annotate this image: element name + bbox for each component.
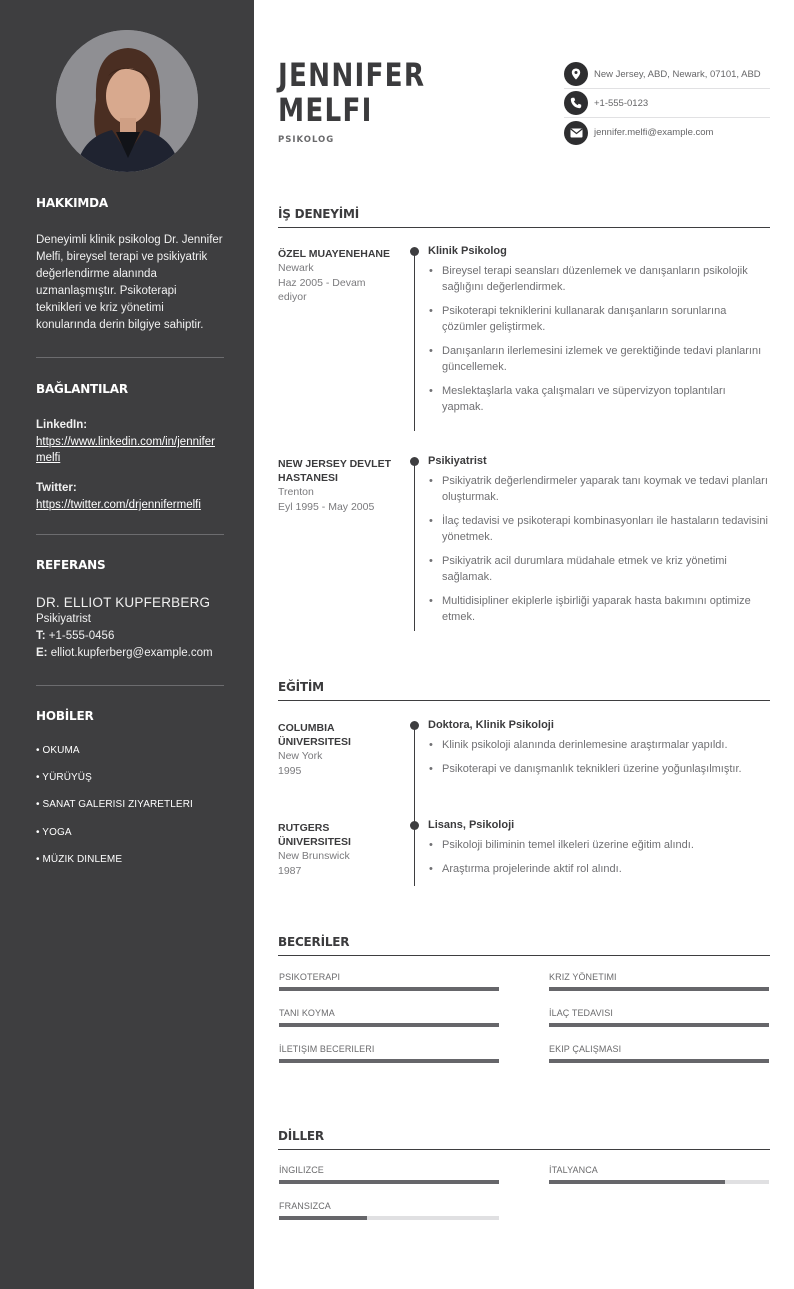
entry-bullet: • İlaç tedavisi ve psikoterapi kombinasyonları ile hastaların tedavisini yönetmek. [428, 513, 770, 545]
hobby-item: • YÜRÜYÜŞ [36, 772, 92, 783]
reference-phone-label: T: [36, 630, 46, 642]
links-heading: BAĞLANTILAR [36, 381, 128, 397]
skill-bar-track [549, 987, 769, 991]
about-text: Deneyimli klinik psikolog Dr. Jennifer Melfi, bireysel terapi ve psikiyatrik değerlendirme alanında uzmanlaşmıştır. Psikoterapi teknikleri ve kriz yönetimi konularında derin bilgiye sahiptir. [36, 234, 223, 331]
entry-dates: Eyl 1995 - May 2005 [278, 500, 375, 513]
language-label: FRANSIZCA [279, 1201, 331, 1211]
language-bar-fill [549, 1180, 725, 1184]
profile-photo-illustration [56, 30, 198, 172]
language-label: İNGILIZCE [279, 1165, 324, 1175]
skill-item [549, 1044, 769, 1063]
timeline-line [414, 251, 415, 431]
entry-details [428, 243, 770, 423]
twitter-label: Twitter: [36, 482, 77, 494]
education-heading: EĞİTİM [278, 680, 770, 701]
reference-role: Psikiyatrist [36, 613, 91, 625]
entry-bullet: • Psikiyatrik acil durumlara müdahale etmek ve kriz yönetimi sağlamak. [428, 553, 770, 585]
reference-phone: +1-555-0456 [48, 630, 115, 642]
entry-bullet: • Danışanların ilerlemesini izlemek ve gerektiğinde tedavi planlarını güncellemek. [428, 343, 770, 375]
entry-bullet: • Psikoloji biliminin temel ilkeleri üzerine eğitim alındı. [428, 837, 770, 853]
skill-bar-track [549, 1059, 769, 1063]
entry-meta [278, 247, 396, 305]
language-bar-track [549, 1180, 769, 1184]
skill-label: TANI KOYMA [279, 1008, 335, 1018]
skill-item [279, 1008, 499, 1027]
entry-location: Trenton [278, 486, 314, 498]
entry-bullet: • Psikoterapi ve danışmanlık teknikleri üzerine yoğunlaşılmıştır. [428, 761, 770, 777]
skill-bar-fill [549, 1059, 769, 1063]
last-name: MELFI [278, 91, 373, 129]
entry-details [428, 817, 770, 885]
reference-email-row [36, 645, 224, 662]
skill-label: KRIZ YÖNETIMI [549, 972, 617, 982]
contact-email [564, 118, 770, 147]
skill-label: PSIKOTERAPI [279, 972, 341, 982]
about-heading: HAKKIMDA [36, 195, 108, 211]
entry-bullet: • Psikiyatrik değerlendirmeler yaparak tanı koymak ve tedavi planları oluşturmak. [428, 473, 770, 505]
entry-role: Klinik Psikolog [428, 245, 507, 257]
divider [36, 534, 224, 535]
timeline-dot [410, 821, 419, 830]
skill-item [279, 972, 499, 991]
language-bar-track [279, 1216, 499, 1220]
linkedin-block [36, 417, 224, 466]
timeline-line [414, 725, 415, 825]
contact-address [564, 60, 770, 89]
sidebar [0, 0, 254, 1289]
entry-meta [278, 457, 396, 514]
entry-org: COLUMBIA ÜNIVERSITESI [278, 722, 351, 748]
hobby-item: • YOGA [36, 827, 72, 838]
skill-bar-fill [549, 1023, 769, 1027]
entry-org: RUTGERS ÜNIVERSITESI [278, 822, 351, 848]
reference-email-label: E: [36, 647, 48, 659]
twitter-link[interactable]: https://twitter.com/drjennifermelfi [36, 499, 201, 511]
skill-item [549, 972, 769, 991]
reference-phone-row [36, 628, 224, 645]
linkedin-link[interactable]: https://www.linkedin.com/in/jennifermelfi [36, 436, 215, 464]
entry-dates: Haz 2005 - Devam ediyor [278, 276, 366, 303]
contact-phone [564, 89, 770, 118]
entry-details [428, 453, 770, 633]
mail-icon [564, 121, 588, 145]
skill-label: EKIP ÇALIŞMASI [549, 1044, 622, 1054]
skill-label: İLAÇ TEDAVISI [549, 1008, 613, 1018]
phone-icon [564, 91, 588, 115]
languages-heading: DİLLER [278, 1129, 770, 1150]
timeline-line [414, 825, 415, 886]
hobby-item: • OKUMA [36, 745, 80, 756]
divider [36, 685, 224, 686]
skill-item [279, 1044, 499, 1063]
entry-location: New York [278, 750, 323, 762]
language-item [279, 1165, 499, 1184]
skill-bar-fill [279, 1023, 499, 1027]
entry-location: New Brunswick [278, 850, 350, 862]
first-name: JENNIFER [278, 56, 426, 94]
reference-email: elliot.kupferberg@example.com [50, 647, 213, 659]
reference-block [36, 594, 224, 662]
skill-bar-track [279, 987, 499, 991]
skill-bar-fill [549, 987, 769, 991]
twitter-block [36, 480, 224, 513]
entry-bullet: • Psikoterapi tekniklerini kullanarak danışanların sorunlarına çözümler geliştirmek. [428, 303, 770, 335]
skill-bar-track [279, 1023, 499, 1027]
timeline-line [414, 461, 415, 631]
language-item [279, 1201, 499, 1220]
skill-bar-fill [279, 1059, 499, 1063]
timeline-dot [410, 457, 419, 466]
entry-meta [278, 821, 396, 878]
experience-heading: İŞ DENEYİMİ [278, 207, 770, 228]
language-bar-fill [279, 1216, 367, 1220]
entry-bullet: • Klinik psikoloji alanında derinlemesine araştırmalar yapıldı. [428, 737, 770, 753]
entry-org: NEW JERSEY DEVLET HASTANESI [278, 458, 391, 484]
reference-heading: REFERANS [36, 557, 106, 573]
skill-item [549, 1008, 769, 1027]
skill-bar-fill [279, 987, 499, 991]
language-label: İTALYANCA [549, 1165, 598, 1175]
job-title: PSIKOLOG [278, 135, 335, 145]
language-bar-track [279, 1180, 499, 1184]
contact-address-text: New Jersey, ABD, Newark, 07101, ABD [594, 68, 761, 80]
hobbies-heading: HOBİLER [36, 708, 94, 724]
entry-details [428, 717, 770, 785]
hobby-item: • SANAT GALERISI ZIYARETLERI [36, 799, 193, 810]
timeline-dot [410, 721, 419, 730]
entry-location: Newark [278, 262, 314, 274]
skill-bar-track [279, 1059, 499, 1063]
entry-dates: 1987 [278, 864, 302, 877]
language-item [549, 1165, 769, 1184]
main-content [278, 0, 770, 1289]
timeline-dot [410, 247, 419, 256]
entry-bullet: • Meslektaşlarla vaka çalışmaları ve süpervizyon toplantıları yapmak. [428, 383, 770, 415]
entry-role: Doktora, Klinik Psikoloji [428, 719, 554, 731]
entry-role: Psikiyatrist [428, 455, 487, 467]
skills-heading: BECERİLER [278, 935, 770, 956]
hobby-item: • MÜZIK DINLEME [36, 854, 123, 865]
entry-bullet: • Multidisipliner ekiplerle işbirliği yaparak hasta bakımını optimize etmek. [428, 593, 770, 625]
entry-bullet: • Bireysel terapi seansları düzenlemek ve danışanların psikolojik sağlığını değerlendirmek. [428, 263, 770, 295]
entry-role: Lisans, Psikoloji [428, 819, 515, 831]
skill-bar-track [549, 1023, 769, 1027]
entry-dates: 1995 [278, 764, 302, 777]
profile-photo [56, 30, 198, 172]
location-pin-icon [564, 62, 588, 86]
language-bar-fill [279, 1180, 499, 1184]
contact-phone-text: +1-555-0123 [594, 97, 649, 109]
linkedin-label: LinkedIn: [36, 419, 88, 431]
divider [36, 357, 224, 358]
skill-label: İLETIŞIM BECERILERI [279, 1044, 375, 1054]
entry-org: ÖZEL MUAYENEHANE [278, 248, 391, 260]
reference-name: DR. ELLIOT KUPFERBERG [36, 595, 211, 610]
full-name [278, 58, 425, 128]
entry-meta [278, 721, 396, 778]
contact-email-text: jennifer.melfi@example.com [594, 127, 714, 138]
entry-bullet: • Araştırma projelerinde aktif rol alındı. [428, 861, 770, 877]
